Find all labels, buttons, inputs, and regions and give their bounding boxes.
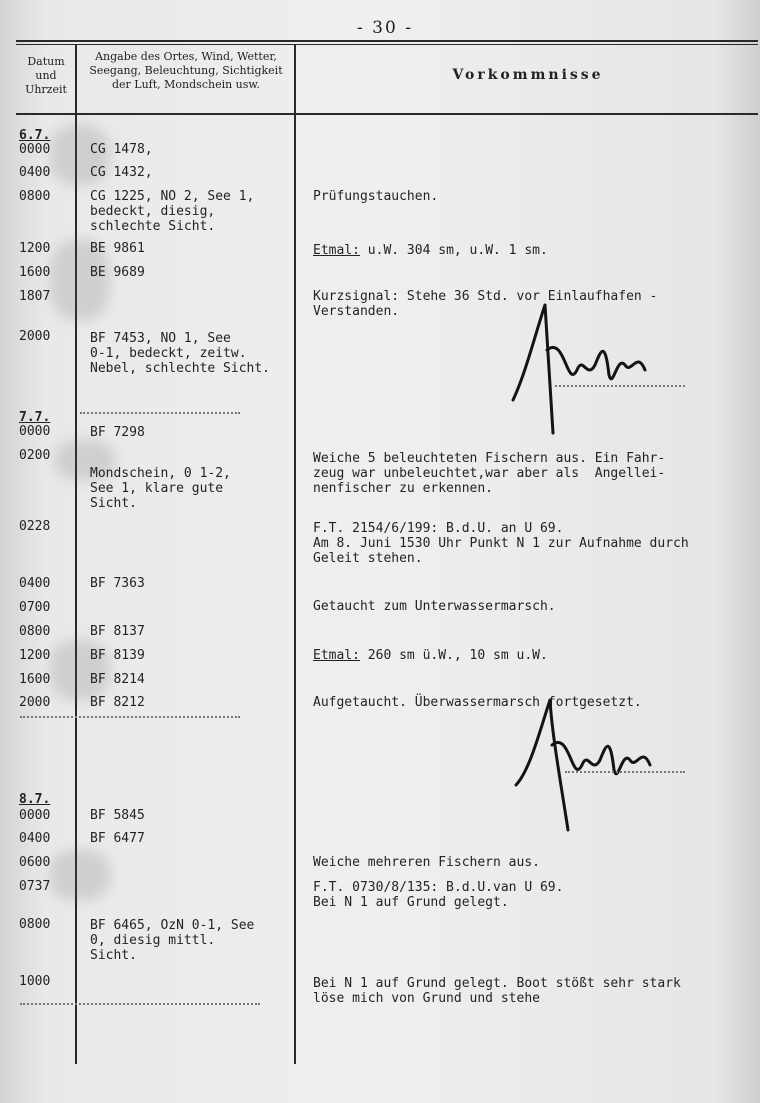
time-cell: 0800	[19, 624, 51, 639]
position-cell: CG 1432,	[90, 165, 153, 180]
position-cell: Mondschein, 0 1-2, See 1, klare gute Sicht.	[90, 466, 231, 511]
signature-dots	[555, 385, 685, 387]
position-cell: BF 7363	[90, 576, 145, 591]
position-cell: BE 9689	[90, 265, 145, 280]
time-cell: 0600	[19, 855, 51, 870]
position-cell: BF 8137	[90, 624, 145, 639]
event-cell	[313, 648, 548, 663]
event-cell: Prüfungstauchen.	[313, 189, 439, 204]
top-rule-2	[16, 44, 758, 45]
event-cell: Kurzsignal: Stehe 36 Std. vor Einlaufhafen - Verstanden.	[313, 289, 658, 319]
position-cell: BF 7453, NO 1, See 0-1, bedeckt, zeitw. Nebel, schlechte Sicht.	[90, 331, 271, 376]
time-cell: 1807	[19, 289, 51, 304]
section-dots	[20, 1003, 260, 1005]
time-cell: 0200	[19, 448, 51, 463]
top-rule	[16, 40, 758, 42]
etmal-value: 260 sm ü.W., 10 sm u.W.	[367, 648, 548, 663]
time-cell: 0000	[19, 142, 51, 157]
header-ort: Angabe des Ortes, Wind, Wetter, Seegang, Beleuchtung, Sichtigkeit der Luft, Mondschein usw.	[89, 50, 283, 91]
header-datum: Datum und Uhrzeit	[25, 55, 67, 96]
event-cell: F.T. 0730/8/135: B.d.U.van U 69. Bei N 1 auf Grund gelegt.	[313, 880, 564, 910]
event-cell: Weiche 5 beleuchteten Fischern aus. Ein Fahr- zeug war unbeleuchtet,war aber als Angellei- nenfischer zu erkennen.	[313, 451, 666, 496]
event-cell: Aufgetaucht. Überwassermarsch fortgesetzt.	[313, 695, 642, 710]
time-cell: 0737	[19, 879, 51, 894]
etmal-label: Etmal:	[313, 243, 360, 258]
time-cell: 1200	[19, 241, 51, 256]
time-cell: 0400	[19, 831, 51, 846]
etmal-label: Etmal:	[313, 648, 360, 663]
position-cell: BF 8139	[90, 648, 145, 663]
col-divider-1	[75, 44, 77, 1064]
position-cell: BF 8214	[90, 672, 145, 687]
time-cell: 0400	[19, 576, 51, 591]
date-label: 6.7.	[19, 128, 51, 143]
position-cell: BF 6477	[90, 831, 145, 846]
date-label: 8.7.	[19, 792, 51, 807]
time-cell: 0000	[19, 808, 51, 823]
signature-1	[505, 295, 665, 435]
time-cell: 0700	[19, 600, 51, 615]
signature-dots	[565, 771, 685, 773]
header-bottom-rule	[16, 113, 758, 115]
etmal-value: u.W. 304 sm, u.W. 1 sm.	[367, 243, 548, 258]
time-cell: 1600	[19, 672, 51, 687]
time-cell: 2000	[19, 695, 51, 710]
page-number: - 30 -	[357, 18, 413, 38]
time-cell: 0800	[19, 189, 51, 204]
time-cell: 0800	[19, 917, 51, 932]
event-cell: Weiche mehreren Fischern aus.	[313, 855, 540, 870]
event-cell: Getaucht zum Unterwassermarsch.	[313, 599, 556, 614]
position-cell: CG 1478,	[90, 142, 153, 157]
position-cell: BF 8212	[90, 695, 145, 710]
position-cell: BE 9861	[90, 241, 145, 256]
header-vorkommnisse: Vorkommnisse	[452, 67, 604, 83]
time-cell: 2000	[19, 329, 51, 344]
position-cell: CG 1225, NO 2, See 1, bedeckt, diesig, schlechte Sicht.	[90, 189, 255, 234]
time-cell: 0400	[19, 165, 51, 180]
event-cell: Bei N 1 auf Grund gelegt. Boot stößt sehr stark löse mich von Grund und stehe	[313, 976, 681, 1006]
time-cell: 1000	[19, 974, 51, 989]
event-cell: F.T. 2154/6/199: B.d.U. an U 69. Am 8. Juni 1530 Uhr Punkt N 1 zur Aufnahme durch Geleit stehen.	[313, 521, 689, 566]
position-cell: BF 6465, OzN 0-1, See 0, diesig mittl. Sicht.	[90, 918, 255, 963]
section-dots	[80, 412, 240, 414]
col-divider-2	[294, 44, 296, 1064]
event-cell	[313, 243, 548, 258]
time-cell: 1200	[19, 648, 51, 663]
position-cell: BF 7298	[90, 425, 145, 440]
time-cell: 1600	[19, 265, 51, 280]
date-label: 7.7.	[19, 410, 51, 425]
position-cell: BF 5845	[90, 808, 145, 823]
time-cell: 0228	[19, 519, 51, 534]
signature-2	[510, 690, 670, 830]
time-cell: 0000	[19, 424, 51, 439]
section-dots	[20, 716, 240, 718]
smudge	[50, 850, 110, 900]
